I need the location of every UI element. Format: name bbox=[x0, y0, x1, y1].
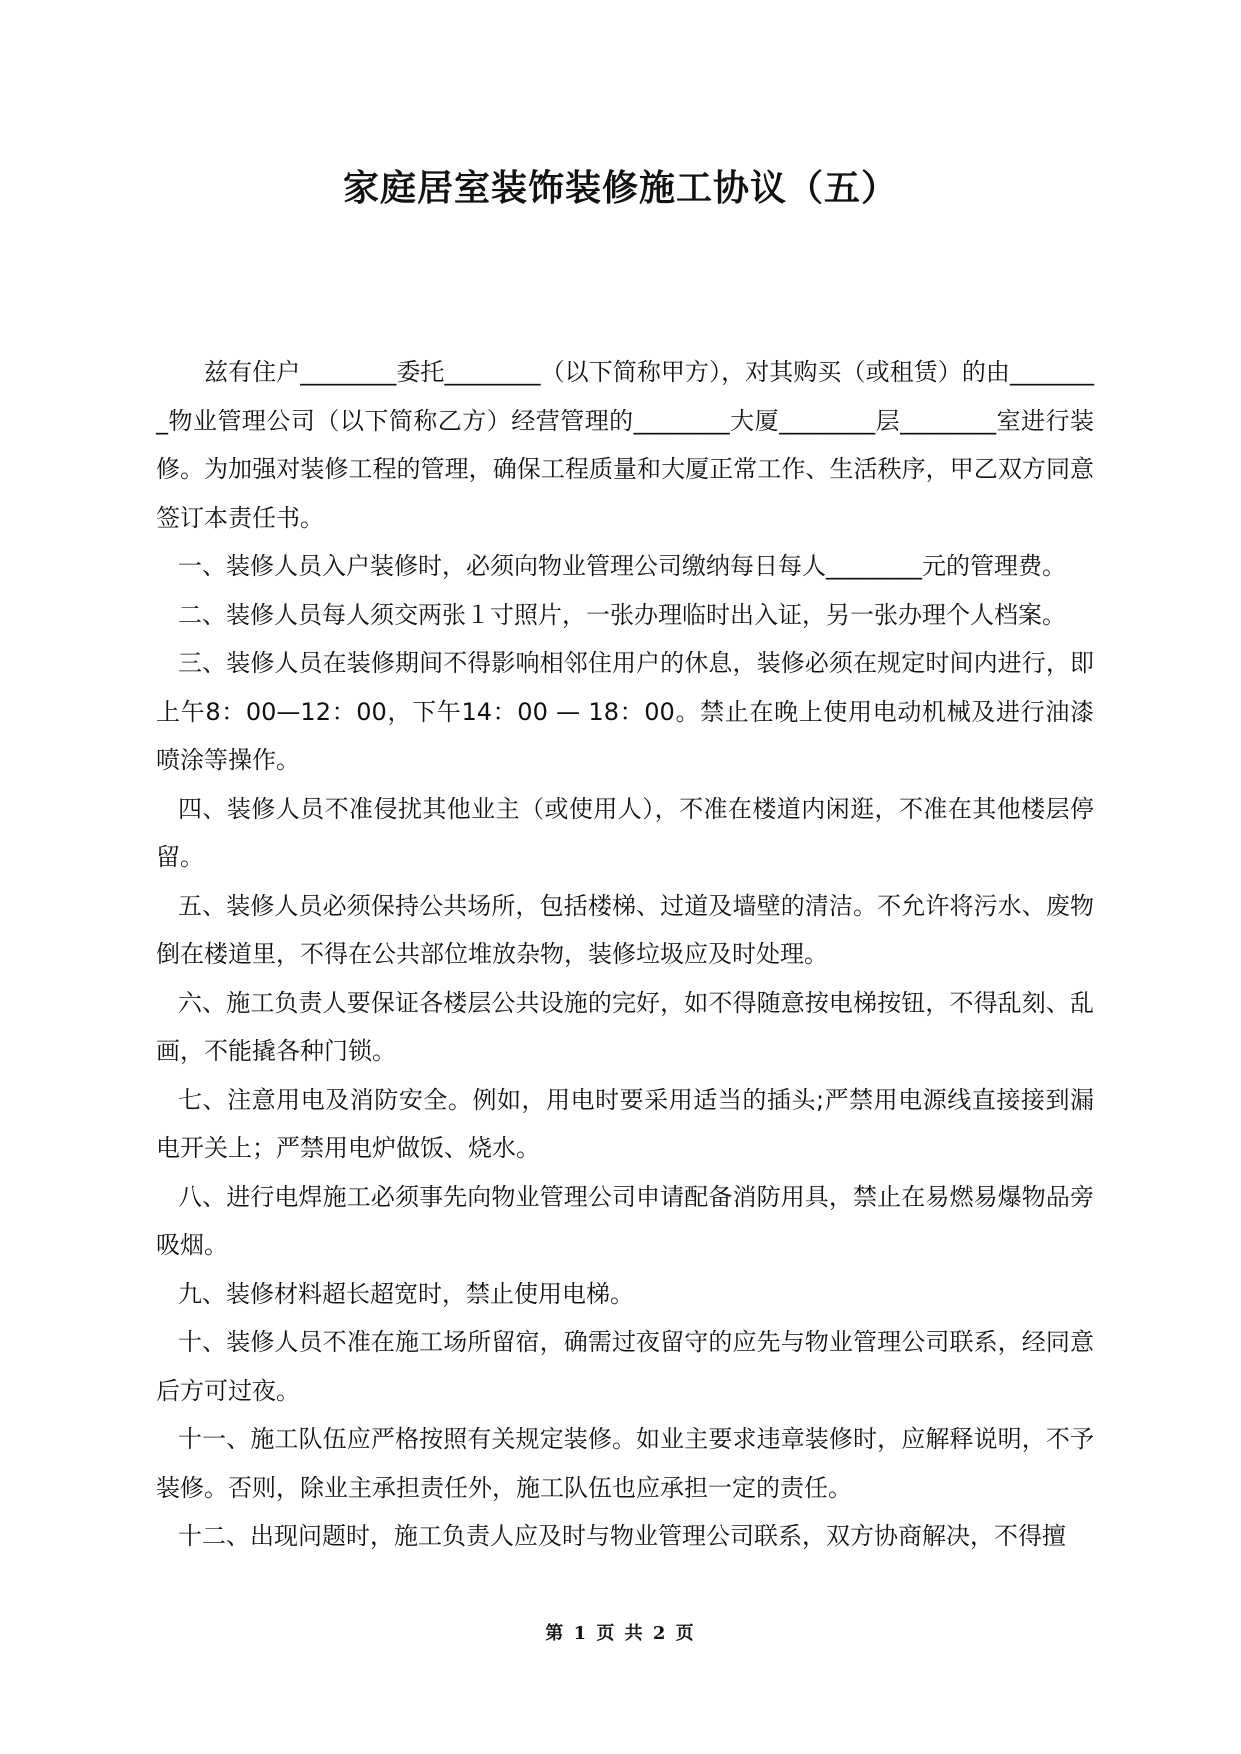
intro-paragraph: 兹有住户________委托________（以下简称甲方），对其购买（或租赁）的由________物业管理公司（以下简称乙方）经营管理的________大厦________层________室进行装修。为加强对装修工程的管理，确保工程质量和大厦正常工作、生活秩序，甲乙双方同意签订本责任书。 bbox=[156, 358, 1094, 532]
clause-4: 四、装修人员不准侵扰其他业主（或使用人），不准在楼道内闲逛，不准在其他楼层停留。 bbox=[156, 794, 1094, 871]
clause-11: 十一、施工队伍应严格按照有关规定装修。如业主要求违章装修时，应解释说明，不予装修。否则，除业主承担责任外，施工队伍也应承担一定的责任。 bbox=[156, 1425, 1094, 1502]
clause-10: 十、装修人员不准在施工场所留宿，确需过夜留守的应先与物业管理公司联系，经同意后方可过夜。 bbox=[156, 1328, 1094, 1405]
clause-9: 九、装修材料超长超宽时，禁止使用电梯。 bbox=[178, 1279, 634, 1308]
clause-12: 十二、出现问题时，施工负责人应及时与物业管理公司联系，双方协商解决，不得擅 bbox=[178, 1522, 1066, 1550]
document-title: 家庭居室装饰装修施工协议（五） bbox=[342, 168, 898, 209]
clause-7: 七、注意用电及消防安全。例如，用电时要采用适当的插头;严禁用电源线直接接到漏电开关上；严禁用电炉做饭、烧水。 bbox=[156, 1085, 1094, 1162]
clause-2: 二、装修人员每人须交两张１寸照片，一张办理临时出入证，另一张办理个人档案。 bbox=[178, 600, 1066, 629]
clause-8: 八、进行电焊施工必须事先向物业管理公司申请配备消防用具，禁止在易燃易爆物品旁吸烟。 bbox=[156, 1182, 1094, 1259]
clause-5: 五、装修人员必须保持公共场所，包括楼梯、过道及墙壁的清洁。不允许将污水、废物倒在楼道里，不得在公共部位堆放杂物，装修垃圾应及时处理。 bbox=[156, 891, 1094, 968]
clause-3: 三、装修人员在装修期间不得影响相邻住用户的休息，装修必须在规定时间内进行，即上午8：00—12：00，下午14：00 — 18：00。禁止在晚上使用电动机械及进行油漆喷涂等操作。 bbox=[156, 649, 1094, 774]
page-number-footer: 第 1 页 共 2 页 bbox=[545, 1623, 696, 1644]
clause-1: 一、装修人员入户装修时，必须向物业管理公司缴纳每日每人________元的管理费。 bbox=[178, 552, 1066, 580]
document-body bbox=[156, 348, 1094, 1561]
clause-6: 六、施工负责人要保证各楼层公共设施的完好，如不得随意按电梯按钮，不得乱刻、乱画，不能撬各种门锁。 bbox=[156, 988, 1094, 1065]
